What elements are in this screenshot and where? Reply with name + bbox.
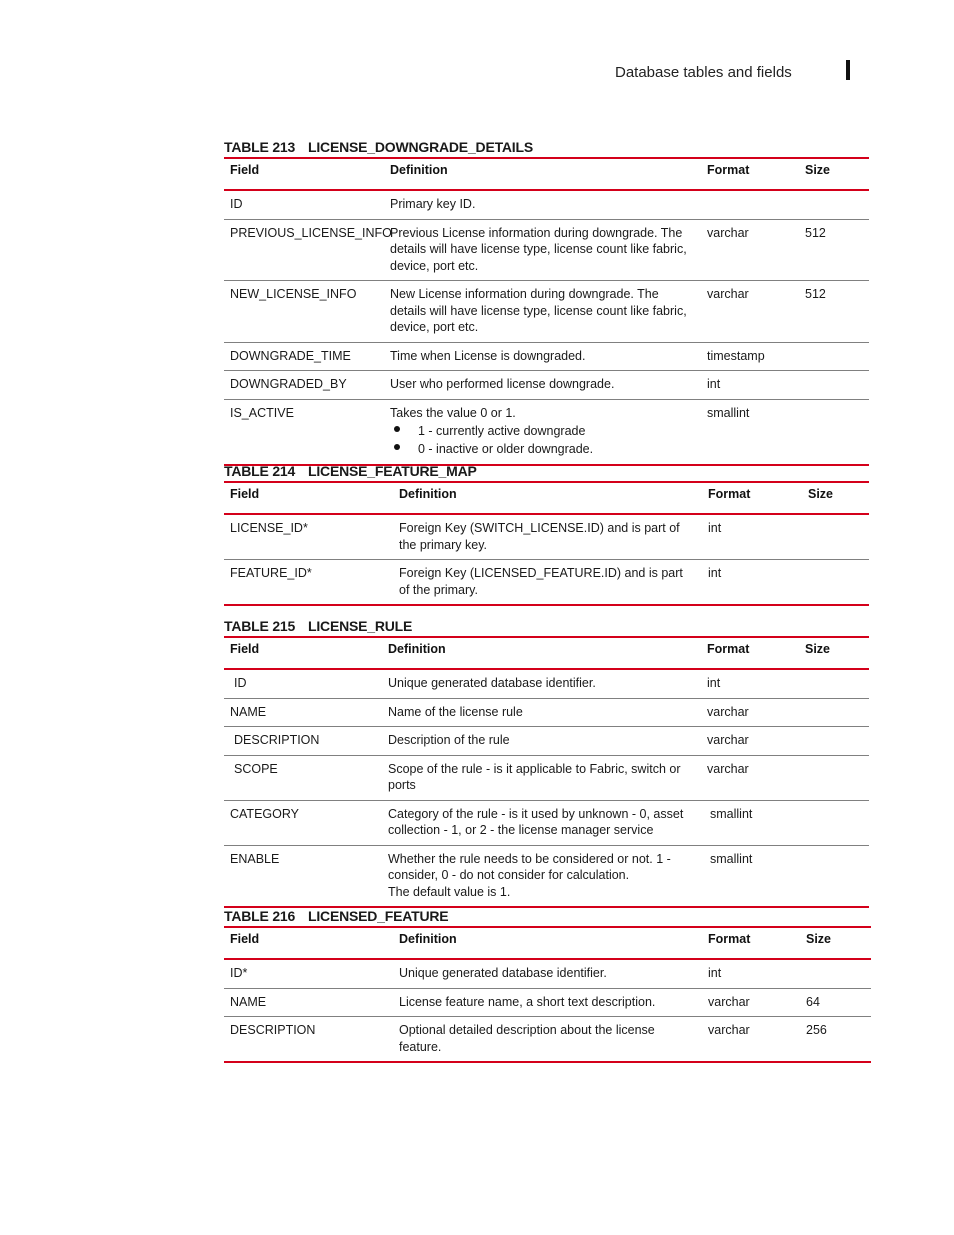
license-rule-table xyxy=(224,636,869,908)
table-number: TABLE 215 xyxy=(224,618,296,634)
table-row xyxy=(224,755,869,800)
table-213-block xyxy=(224,139,869,466)
definition-cell: Optional detailed description about the license feature. xyxy=(399,1023,655,1054)
definition-cell: Unique generated database identifier. xyxy=(388,676,596,690)
format-cell: varchar xyxy=(707,733,749,747)
table-row xyxy=(224,219,869,281)
size-cell xyxy=(800,959,871,988)
license-feature-map-table xyxy=(224,481,869,606)
table-row xyxy=(224,399,869,465)
table-header-row xyxy=(224,482,869,514)
column-header-size: Size xyxy=(805,642,831,656)
definition-cell: Category of the rule - is it used by unknown - 0, asset collection - 1, or 2 - the license manager service xyxy=(388,806,684,837)
table-row xyxy=(224,342,869,371)
table-216-block xyxy=(224,908,871,1063)
definition-text: Takes the value 0 or 1. xyxy=(390,405,516,420)
table-row xyxy=(224,190,869,219)
format-cell: varchar xyxy=(708,1023,750,1037)
size-cell xyxy=(799,727,869,756)
table-row xyxy=(224,1017,871,1063)
table-row xyxy=(224,514,869,560)
definition-cell: Scope of the rule - is it applicable to Fabric, switch or ports xyxy=(388,761,681,792)
format-cell: varchar xyxy=(707,704,749,719)
table-name: LICENSE_FEATURE_MAP xyxy=(308,463,477,479)
format-cell xyxy=(701,190,799,219)
definition-cell: User who performed license downgrade. xyxy=(390,377,615,391)
column-header-size: Size xyxy=(808,487,834,501)
table-row xyxy=(224,727,869,756)
size-cell xyxy=(799,342,869,371)
size-cell: 64 xyxy=(806,994,820,1009)
definition-cell xyxy=(384,399,701,465)
running-header-title: Database tables and fields xyxy=(615,64,792,81)
field-cell: ID xyxy=(234,676,247,690)
table-row xyxy=(224,845,869,907)
field-cell: SCOPE xyxy=(234,761,278,776)
format-cell: varchar xyxy=(707,761,749,776)
column-header-field: Field xyxy=(230,163,260,177)
table-caption xyxy=(224,618,869,634)
format-cell: smallint xyxy=(707,405,750,420)
column-header-definition: Definition xyxy=(390,163,448,177)
format-cell: int xyxy=(708,566,722,580)
format-cell: int xyxy=(708,966,722,980)
format-cell: varchar xyxy=(708,994,750,1009)
table-number: TABLE 214 xyxy=(224,463,296,479)
definition-cell: New License information during downgrade. The details will have license type, license count like fabric, device, port etc. xyxy=(390,287,687,334)
definition-text: Whether the rule needs to be considered or not. 1 - consider, 0 - do not consider for calculation. xyxy=(388,851,671,882)
size-cell xyxy=(802,514,869,560)
table-caption xyxy=(224,463,869,479)
field-cell: DESCRIPTION xyxy=(230,1023,316,1037)
column-header-field: Field xyxy=(230,932,260,946)
table-number: TABLE 213 xyxy=(224,139,296,155)
section-marker-bar xyxy=(846,60,850,80)
column-header-size: Size xyxy=(805,163,831,177)
definition-cell xyxy=(382,845,701,907)
field-cell: ENABLE xyxy=(230,851,280,866)
column-header-format: Format xyxy=(707,642,750,656)
field-cell: NAME xyxy=(230,994,267,1009)
column-header-format: Format xyxy=(708,487,751,501)
size-cell xyxy=(799,698,869,727)
table-row xyxy=(224,371,869,400)
size-cell xyxy=(799,845,869,907)
format-cell: int xyxy=(707,676,721,690)
table-row xyxy=(224,281,869,343)
size-cell: 512 xyxy=(805,287,826,301)
definition-cell: Name of the license rule xyxy=(388,704,523,719)
table-row xyxy=(224,800,869,845)
field-cell: NAME xyxy=(230,704,267,719)
size-cell xyxy=(799,800,869,845)
column-header-definition: Definition xyxy=(388,642,446,656)
column-header-definition: Definition xyxy=(399,932,457,946)
definition-cell: Time when License is downgraded. xyxy=(390,348,586,363)
field-cell: DOWNGRADE_TIME xyxy=(230,348,351,363)
table-name: LICENSE_RULE xyxy=(308,618,413,634)
licensed-feature-table xyxy=(224,926,871,1063)
field-cell: NEW_LICENSE_INFO xyxy=(230,287,357,301)
table-row xyxy=(224,959,871,988)
column-header-field: Field xyxy=(230,487,260,501)
table-caption xyxy=(224,908,871,924)
license-downgrade-details-table xyxy=(224,157,869,466)
size-cell xyxy=(802,560,869,606)
definition-note: The default value is 1. xyxy=(388,884,511,899)
field-cell: LICENSE_ID* xyxy=(230,521,308,535)
format-cell: varchar xyxy=(707,225,749,240)
format-cell: int xyxy=(708,521,722,535)
table-row xyxy=(224,669,869,698)
table-row xyxy=(224,560,869,606)
definition-cell: License feature name, a short text description. xyxy=(399,994,656,1009)
table-name: LICENSE_DOWNGRADE_DETAILS xyxy=(308,139,533,155)
definition-cell: Description of the rule xyxy=(388,733,510,747)
table-header-row xyxy=(224,637,869,669)
field-cell: CATEGORY xyxy=(230,806,299,821)
definition-cell: Foreign Key (LICENSED_FEATURE.ID) and is part of the primary. xyxy=(399,566,683,597)
field-cell: DESCRIPTION xyxy=(234,733,320,747)
table-header-row xyxy=(224,927,871,959)
field-cell: DOWNGRADED_BY xyxy=(230,377,347,391)
table-number: TABLE 216 xyxy=(224,908,296,924)
field-cell: ID xyxy=(230,197,243,211)
size-cell xyxy=(799,371,869,400)
format-cell: smallint xyxy=(710,851,753,866)
format-cell: timestamp xyxy=(707,348,765,363)
field-cell: ID* xyxy=(230,966,248,980)
size-cell xyxy=(799,399,869,465)
size-cell xyxy=(799,190,869,219)
bullet-item: 0 - inactive or older downgrade. xyxy=(418,440,695,458)
column-header-format: Format xyxy=(707,163,750,177)
definition-cell: Unique generated database identifier. xyxy=(399,966,607,980)
field-cell: IS_ACTIVE xyxy=(230,405,294,420)
definition-cell: Foreign Key (SWITCH_LICENSE.ID) and is part of the primary key. xyxy=(399,521,680,552)
format-cell: int xyxy=(707,377,721,391)
size-cell: 256 xyxy=(806,1023,827,1037)
table-215-block xyxy=(224,618,869,908)
column-header-format: Format xyxy=(708,932,751,946)
bullet-list xyxy=(390,422,695,458)
definition-cell: Previous License information during downgrade. The details will have license type, license count like fabric, device, port etc. xyxy=(390,225,687,273)
table-row xyxy=(224,988,871,1017)
table-214-block xyxy=(224,463,869,606)
format-cell: varchar xyxy=(707,287,749,301)
field-cell: PREVIOUS_LICENSE_INFO xyxy=(230,225,392,240)
column-header-field: Field xyxy=(230,642,260,656)
table-header-row xyxy=(224,158,869,190)
bullet-item: 1 - currently active downgrade xyxy=(418,422,695,440)
size-cell xyxy=(799,755,869,800)
table-caption xyxy=(224,139,869,155)
format-cell: smallint xyxy=(710,806,753,821)
column-header-size: Size xyxy=(806,932,832,946)
table-name: LICENSED_FEATURE xyxy=(308,908,449,924)
field-cell: FEATURE_ID* xyxy=(230,566,312,580)
definition-cell: Primary key ID. xyxy=(390,197,476,211)
size-cell: 512 xyxy=(805,225,826,240)
column-header-definition: Definition xyxy=(399,487,457,501)
table-row xyxy=(224,698,869,727)
size-cell xyxy=(799,669,869,698)
